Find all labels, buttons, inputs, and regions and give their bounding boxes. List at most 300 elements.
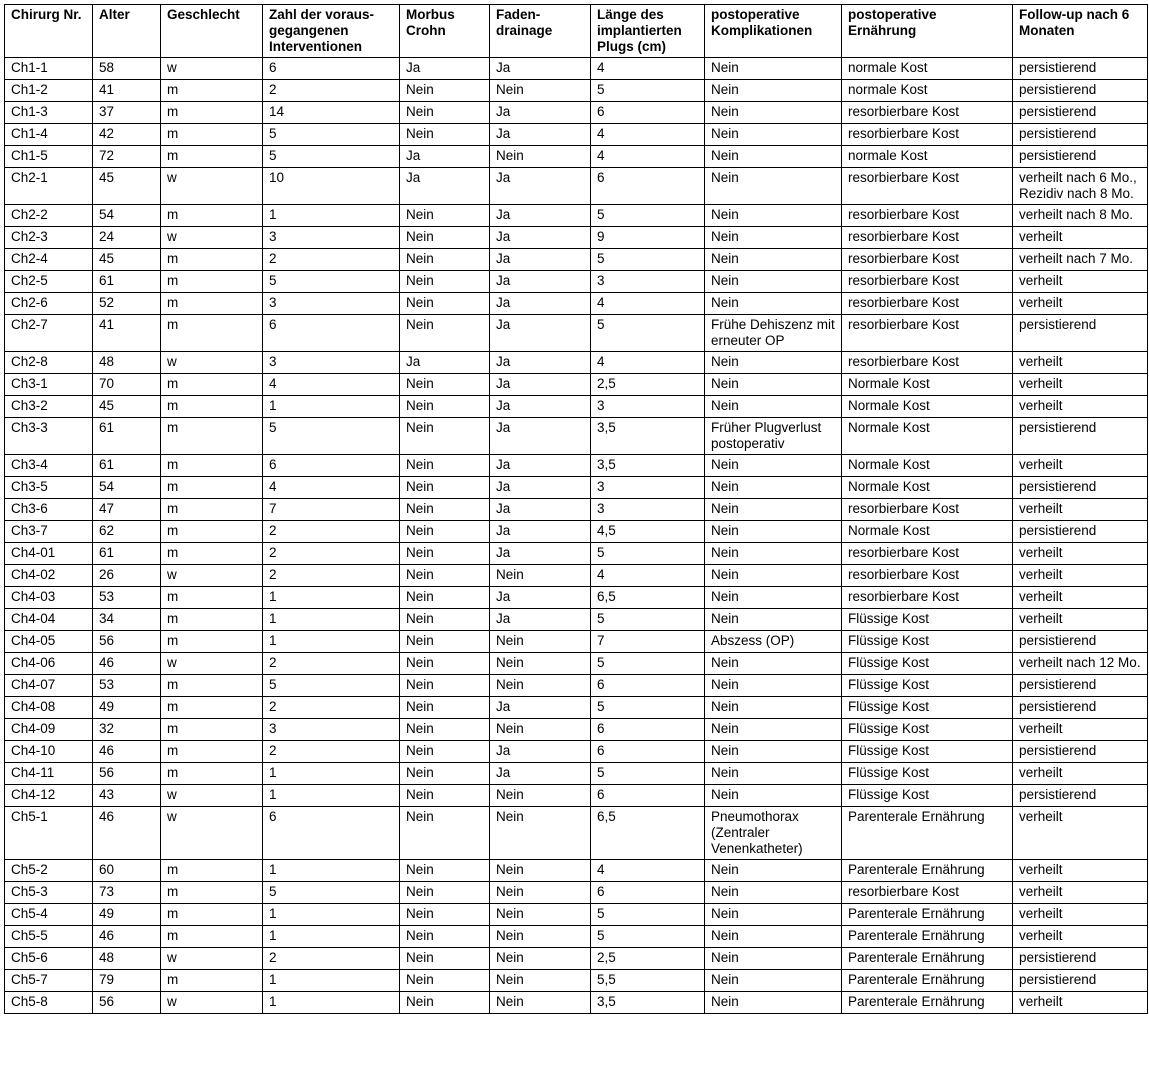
cell-follow-up: persistierend (1013, 970, 1148, 992)
cell-follow-up: verheilt (1013, 587, 1148, 609)
cell-komplikationen: Nein (705, 396, 842, 418)
table-row (5, 631, 1148, 653)
cell-chirurg: Ch2-1 (5, 168, 93, 205)
cell-plug-laenge: 3,5 (591, 992, 705, 1014)
cell-fadendrainage: Ja (490, 521, 591, 543)
table-row (5, 271, 1148, 293)
cell-alter: 34 (93, 609, 161, 631)
cell-chirurg: Ch4-09 (5, 719, 93, 741)
cell-alter: 46 (93, 653, 161, 675)
cell-plug-laenge: 7 (591, 631, 705, 653)
cell-morbus-crohn: Nein (400, 455, 490, 477)
cell-interventionen: 2 (263, 565, 400, 587)
cell-alter: 41 (93, 80, 161, 102)
cell-morbus-crohn: Nein (400, 227, 490, 249)
cell-morbus-crohn: Nein (400, 741, 490, 763)
cell-geschlecht: m (161, 543, 263, 565)
cell-geschlecht: w (161, 168, 263, 205)
cell-geschlecht: m (161, 293, 263, 315)
table-row (5, 293, 1148, 315)
table-row (5, 249, 1148, 271)
cell-alter: 48 (93, 352, 161, 374)
cell-plug-laenge: 3 (591, 396, 705, 418)
cell-morbus-crohn: Nein (400, 763, 490, 785)
cell-interventionen: 3 (263, 719, 400, 741)
cell-chirurg: Ch4-08 (5, 697, 93, 719)
cell-morbus-crohn: Ja (400, 168, 490, 205)
cell-plug-laenge: 5 (591, 609, 705, 631)
cell-fadendrainage: Nein (490, 992, 591, 1014)
cell-komplikationen: Nein (705, 882, 842, 904)
cell-alter: 58 (93, 58, 161, 80)
cell-ernaehrung: Normale Kost (842, 418, 1013, 455)
cell-ernaehrung: resorbierbare Kost (842, 249, 1013, 271)
cell-follow-up: persistierend (1013, 675, 1148, 697)
cell-geschlecht: m (161, 80, 263, 102)
cell-ernaehrung: resorbierbare Kost (842, 205, 1013, 227)
cell-follow-up: persistierend (1013, 948, 1148, 970)
cell-fadendrainage: Nein (490, 948, 591, 970)
cell-komplikationen: Nein (705, 58, 842, 80)
cell-fadendrainage: Ja (490, 205, 591, 227)
cell-morbus-crohn: Nein (400, 609, 490, 631)
cell-chirurg: Ch3-6 (5, 499, 93, 521)
cell-chirurg: Ch2-3 (5, 227, 93, 249)
cell-komplikationen: Nein (705, 499, 842, 521)
cell-plug-laenge: 2,5 (591, 948, 705, 970)
cell-follow-up: verheilt (1013, 860, 1148, 882)
cell-komplikationen: Nein (705, 719, 842, 741)
cell-chirurg: Ch3-3 (5, 418, 93, 455)
cell-alter: 53 (93, 587, 161, 609)
cell-komplikationen: Nein (705, 352, 842, 374)
cell-morbus-crohn: Nein (400, 124, 490, 146)
table-row (5, 102, 1148, 124)
cell-ernaehrung: normale Kost (842, 80, 1013, 102)
cell-fadendrainage: Nein (490, 653, 591, 675)
cell-chirurg: Ch4-03 (5, 587, 93, 609)
cell-interventionen: 3 (263, 352, 400, 374)
cell-komplikationen: Nein (705, 763, 842, 785)
cell-interventionen: 6 (263, 58, 400, 80)
cell-fadendrainage: Ja (490, 741, 591, 763)
cell-morbus-crohn: Nein (400, 785, 490, 807)
header-geschlecht: Geschlecht (161, 5, 263, 58)
cell-follow-up: persistierend (1013, 785, 1148, 807)
cell-interventionen: 6 (263, 315, 400, 352)
cell-follow-up: verheilt (1013, 763, 1148, 785)
cell-alter: 61 (93, 418, 161, 455)
cell-geschlecht: w (161, 565, 263, 587)
cell-plug-laenge: 5 (591, 697, 705, 719)
cell-alter: 62 (93, 521, 161, 543)
cell-fadendrainage: Ja (490, 271, 591, 293)
table-row (5, 521, 1148, 543)
cell-plug-laenge: 5 (591, 904, 705, 926)
cell-komplikationen: Nein (705, 697, 842, 719)
cell-geschlecht: m (161, 499, 263, 521)
cell-chirurg: Ch2-2 (5, 205, 93, 227)
cell-ernaehrung: Flüssige Kost (842, 763, 1013, 785)
cell-komplikationen: Pneumothorax (Zentraler Venenkatheter) (705, 807, 842, 860)
cell-geschlecht: m (161, 418, 263, 455)
cell-geschlecht: m (161, 926, 263, 948)
cell-interventionen: 2 (263, 80, 400, 102)
cell-komplikationen: Nein (705, 992, 842, 1014)
cell-plug-laenge: 4,5 (591, 521, 705, 543)
cell-plug-laenge: 3,5 (591, 455, 705, 477)
cell-fadendrainage: Ja (490, 763, 591, 785)
cell-morbus-crohn: Nein (400, 807, 490, 860)
cell-geschlecht: m (161, 631, 263, 653)
cell-fadendrainage: Ja (490, 543, 591, 565)
cell-chirurg: Ch2-7 (5, 315, 93, 352)
cell-alter: 70 (93, 374, 161, 396)
cell-alter: 24 (93, 227, 161, 249)
cell-plug-laenge: 5 (591, 249, 705, 271)
cell-komplikationen: Nein (705, 146, 842, 168)
table-row (5, 315, 1148, 352)
cell-ernaehrung: resorbierbare Kost (842, 271, 1013, 293)
cell-chirurg: Ch1-1 (5, 58, 93, 80)
cell-fadendrainage: Nein (490, 926, 591, 948)
cell-komplikationen: Nein (705, 970, 842, 992)
cell-follow-up: persistierend (1013, 80, 1148, 102)
table-row (5, 352, 1148, 374)
cell-alter: 53 (93, 675, 161, 697)
cell-alter: 61 (93, 271, 161, 293)
cell-interventionen: 6 (263, 807, 400, 860)
cell-chirurg: Ch1-3 (5, 102, 93, 124)
table-row (5, 763, 1148, 785)
table-row (5, 697, 1148, 719)
cell-follow-up: verheilt nach 8 Mo. (1013, 205, 1148, 227)
cell-alter: 43 (93, 785, 161, 807)
cell-ernaehrung: normale Kost (842, 146, 1013, 168)
cell-geschlecht: w (161, 785, 263, 807)
cell-komplikationen: Frühe Dehiszenz mit erneuter OP (705, 315, 842, 352)
cell-geschlecht: w (161, 352, 263, 374)
cell-plug-laenge: 6,5 (591, 807, 705, 860)
cell-follow-up: verheilt nach 6 Mo., Rezidiv nach 8 Mo. (1013, 168, 1148, 205)
cell-plug-laenge: 9 (591, 227, 705, 249)
cell-chirurg: Ch3-4 (5, 455, 93, 477)
cell-fadendrainage: Nein (490, 565, 591, 587)
cell-chirurg: Ch4-10 (5, 741, 93, 763)
cell-chirurg: Ch4-02 (5, 565, 93, 587)
cell-follow-up: verheilt (1013, 609, 1148, 631)
cell-plug-laenge: 6 (591, 168, 705, 205)
cell-komplikationen: Nein (705, 860, 842, 882)
cell-plug-laenge: 5 (591, 543, 705, 565)
cell-follow-up: verheilt nach 7 Mo. (1013, 249, 1148, 271)
cell-morbus-crohn: Ja (400, 58, 490, 80)
cell-alter: 45 (93, 396, 161, 418)
cell-morbus-crohn: Nein (400, 102, 490, 124)
cell-geschlecht: w (161, 948, 263, 970)
cell-geschlecht: m (161, 205, 263, 227)
cell-geschlecht: m (161, 271, 263, 293)
cell-komplikationen: Nein (705, 80, 842, 102)
cell-ernaehrung: resorbierbare Kost (842, 565, 1013, 587)
cell-morbus-crohn: Nein (400, 565, 490, 587)
cell-plug-laenge: 2,5 (591, 374, 705, 396)
cell-geschlecht: m (161, 860, 263, 882)
cell-morbus-crohn: Nein (400, 675, 490, 697)
cell-fadendrainage: Nein (490, 860, 591, 882)
cell-geschlecht: m (161, 396, 263, 418)
cell-follow-up: persistierend (1013, 58, 1148, 80)
cell-komplikationen: Nein (705, 543, 842, 565)
header-follow-up: Follow-up nach 6 Monaten (1013, 5, 1148, 58)
cell-plug-laenge: 5 (591, 80, 705, 102)
cell-geschlecht: m (161, 315, 263, 352)
table-row (5, 227, 1148, 249)
cell-komplikationen: Nein (705, 785, 842, 807)
cell-follow-up: verheilt (1013, 499, 1148, 521)
cell-interventionen: 2 (263, 521, 400, 543)
cell-alter: 56 (93, 631, 161, 653)
table-row (5, 785, 1148, 807)
cell-fadendrainage: Nein (490, 785, 591, 807)
cell-morbus-crohn: Nein (400, 719, 490, 741)
cell-chirurg: Ch5-6 (5, 948, 93, 970)
cell-morbus-crohn: Nein (400, 271, 490, 293)
cell-morbus-crohn: Nein (400, 653, 490, 675)
cell-chirurg: Ch4-05 (5, 631, 93, 653)
cell-interventionen: 1 (263, 926, 400, 948)
cell-morbus-crohn: Nein (400, 948, 490, 970)
cell-geschlecht: m (161, 146, 263, 168)
cell-geschlecht: m (161, 477, 263, 499)
cell-morbus-crohn: Nein (400, 992, 490, 1014)
cell-chirurg: Ch5-4 (5, 904, 93, 926)
cell-plug-laenge: 4 (591, 352, 705, 374)
cell-fadendrainage: Ja (490, 352, 591, 374)
cell-interventionen: 14 (263, 102, 400, 124)
cell-morbus-crohn: Nein (400, 926, 490, 948)
cell-chirurg: Ch3-2 (5, 396, 93, 418)
cell-interventionen: 1 (263, 992, 400, 1014)
cell-alter: 72 (93, 146, 161, 168)
table-row (5, 124, 1148, 146)
cell-morbus-crohn: Nein (400, 205, 490, 227)
cell-alter: 49 (93, 904, 161, 926)
cell-fadendrainage: Ja (490, 455, 591, 477)
cell-follow-up: verheilt (1013, 227, 1148, 249)
cell-fadendrainage: Ja (490, 697, 591, 719)
cell-morbus-crohn: Nein (400, 860, 490, 882)
cell-follow-up: verheilt (1013, 807, 1148, 860)
cell-chirurg: Ch5-1 (5, 807, 93, 860)
cell-morbus-crohn: Nein (400, 80, 490, 102)
cell-interventionen: 5 (263, 146, 400, 168)
cell-fadendrainage: Nein (490, 719, 591, 741)
cell-interventionen: 1 (263, 785, 400, 807)
cell-alter: 41 (93, 315, 161, 352)
cell-chirurg: Ch3-5 (5, 477, 93, 499)
cell-ernaehrung: resorbierbare Kost (842, 882, 1013, 904)
cell-komplikationen: Nein (705, 102, 842, 124)
cell-komplikationen: Nein (705, 374, 842, 396)
cell-plug-laenge: 6 (591, 675, 705, 697)
cell-chirurg: Ch1-4 (5, 124, 93, 146)
cell-komplikationen: Nein (705, 124, 842, 146)
cell-interventionen: 2 (263, 741, 400, 763)
cell-interventionen: 10 (263, 168, 400, 205)
cell-plug-laenge: 4 (591, 146, 705, 168)
cell-chirurg: Ch1-5 (5, 146, 93, 168)
cell-interventionen: 1 (263, 587, 400, 609)
cell-interventionen: 4 (263, 374, 400, 396)
cell-plug-laenge: 4 (591, 58, 705, 80)
cell-ernaehrung: Normale Kost (842, 521, 1013, 543)
cell-chirurg: Ch5-7 (5, 970, 93, 992)
cell-geschlecht: m (161, 741, 263, 763)
cell-interventionen: 1 (263, 970, 400, 992)
cell-interventionen: 1 (263, 860, 400, 882)
cell-plug-laenge: 5 (591, 315, 705, 352)
cell-chirurg: Ch4-01 (5, 543, 93, 565)
cell-alter: 48 (93, 948, 161, 970)
table-row (5, 904, 1148, 926)
cell-geschlecht: m (161, 697, 263, 719)
cell-follow-up: persistierend (1013, 102, 1148, 124)
cell-interventionen: 1 (263, 763, 400, 785)
cell-plug-laenge: 5 (591, 205, 705, 227)
cell-morbus-crohn: Ja (400, 352, 490, 374)
cell-follow-up: verheilt (1013, 565, 1148, 587)
cell-alter: 46 (93, 741, 161, 763)
cell-chirurg: Ch5-2 (5, 860, 93, 882)
cell-fadendrainage: Nein (490, 146, 591, 168)
cell-komplikationen: Nein (705, 675, 842, 697)
cell-plug-laenge: 6 (591, 719, 705, 741)
cell-alter: 56 (93, 763, 161, 785)
cell-follow-up: verheilt (1013, 904, 1148, 926)
cell-morbus-crohn: Nein (400, 904, 490, 926)
cell-follow-up: verheilt (1013, 992, 1148, 1014)
cell-interventionen: 4 (263, 477, 400, 499)
cell-follow-up: persistierend (1013, 697, 1148, 719)
cell-alter: 26 (93, 565, 161, 587)
cell-ernaehrung: Normale Kost (842, 374, 1013, 396)
cell-komplikationen: Nein (705, 293, 842, 315)
cell-fadendrainage: Nein (490, 904, 591, 926)
cell-geschlecht: m (161, 374, 263, 396)
cell-alter: 61 (93, 543, 161, 565)
header-morbus-crohn: Morbus Crohn (400, 5, 490, 58)
table-row (5, 653, 1148, 675)
table-row (5, 926, 1148, 948)
cell-alter: 73 (93, 882, 161, 904)
cell-follow-up: persistierend (1013, 418, 1148, 455)
table-row (5, 860, 1148, 882)
table-row (5, 543, 1148, 565)
cell-chirurg: Ch4-06 (5, 653, 93, 675)
cell-morbus-crohn: Nein (400, 374, 490, 396)
cell-komplikationen: Nein (705, 455, 842, 477)
cell-komplikationen: Nein (705, 227, 842, 249)
cell-plug-laenge: 4 (591, 860, 705, 882)
cell-ernaehrung: Parenterale Ernährung (842, 807, 1013, 860)
cell-fadendrainage: Ja (490, 418, 591, 455)
table-row (5, 477, 1148, 499)
cell-morbus-crohn: Nein (400, 697, 490, 719)
patient-table (4, 4, 1148, 1014)
cell-plug-laenge: 5 (591, 653, 705, 675)
cell-geschlecht: m (161, 882, 263, 904)
table-row (5, 970, 1148, 992)
cell-geschlecht: m (161, 521, 263, 543)
cell-ernaehrung: Flüssige Kost (842, 609, 1013, 631)
cell-alter: 54 (93, 205, 161, 227)
cell-alter: 37 (93, 102, 161, 124)
cell-plug-laenge: 6 (591, 882, 705, 904)
cell-komplikationen: Früher Plugverlust postoperativ (705, 418, 842, 455)
cell-chirurg: Ch4-11 (5, 763, 93, 785)
cell-morbus-crohn: Nein (400, 543, 490, 565)
cell-komplikationen: Nein (705, 521, 842, 543)
table-row (5, 146, 1148, 168)
cell-morbus-crohn: Nein (400, 477, 490, 499)
cell-ernaehrung: Parenterale Ernährung (842, 926, 1013, 948)
cell-follow-up: verheilt (1013, 882, 1148, 904)
cell-chirurg: Ch2-5 (5, 271, 93, 293)
cell-fadendrainage: Ja (490, 249, 591, 271)
cell-follow-up: persistierend (1013, 124, 1148, 146)
header-ernaehrung: postoperative Ernährung (842, 5, 1013, 58)
cell-fadendrainage: Nein (490, 631, 591, 653)
cell-follow-up: verheilt (1013, 719, 1148, 741)
cell-chirurg: Ch2-4 (5, 249, 93, 271)
cell-ernaehrung: Flüssige Kost (842, 697, 1013, 719)
cell-interventionen: 5 (263, 418, 400, 455)
cell-plug-laenge: 3 (591, 499, 705, 521)
cell-follow-up: verheilt (1013, 352, 1148, 374)
cell-ernaehrung: resorbierbare Kost (842, 315, 1013, 352)
cell-follow-up: verheilt (1013, 543, 1148, 565)
table-row (5, 80, 1148, 102)
cell-interventionen: 2 (263, 697, 400, 719)
cell-geschlecht: m (161, 124, 263, 146)
cell-alter: 45 (93, 168, 161, 205)
cell-ernaehrung: Normale Kost (842, 396, 1013, 418)
table-row (5, 882, 1148, 904)
cell-geschlecht: m (161, 455, 263, 477)
cell-fadendrainage: Nein (490, 80, 591, 102)
cell-alter: 45 (93, 249, 161, 271)
cell-interventionen: 5 (263, 271, 400, 293)
table-row (5, 807, 1148, 860)
cell-alter: 47 (93, 499, 161, 521)
cell-follow-up: verheilt (1013, 293, 1148, 315)
cell-follow-up: persistierend (1013, 631, 1148, 653)
cell-follow-up: verheilt (1013, 926, 1148, 948)
cell-alter: 52 (93, 293, 161, 315)
table-row (5, 455, 1148, 477)
cell-plug-laenge: 4 (591, 293, 705, 315)
table-row (5, 168, 1148, 205)
cell-interventionen: 3 (263, 293, 400, 315)
cell-fadendrainage: Ja (490, 102, 591, 124)
cell-fadendrainage: Ja (490, 587, 591, 609)
cell-fadendrainage: Ja (490, 499, 591, 521)
cell-chirurg: Ch1-2 (5, 80, 93, 102)
cell-chirurg: Ch5-8 (5, 992, 93, 1014)
cell-alter: 56 (93, 992, 161, 1014)
cell-fadendrainage: Nein (490, 807, 591, 860)
